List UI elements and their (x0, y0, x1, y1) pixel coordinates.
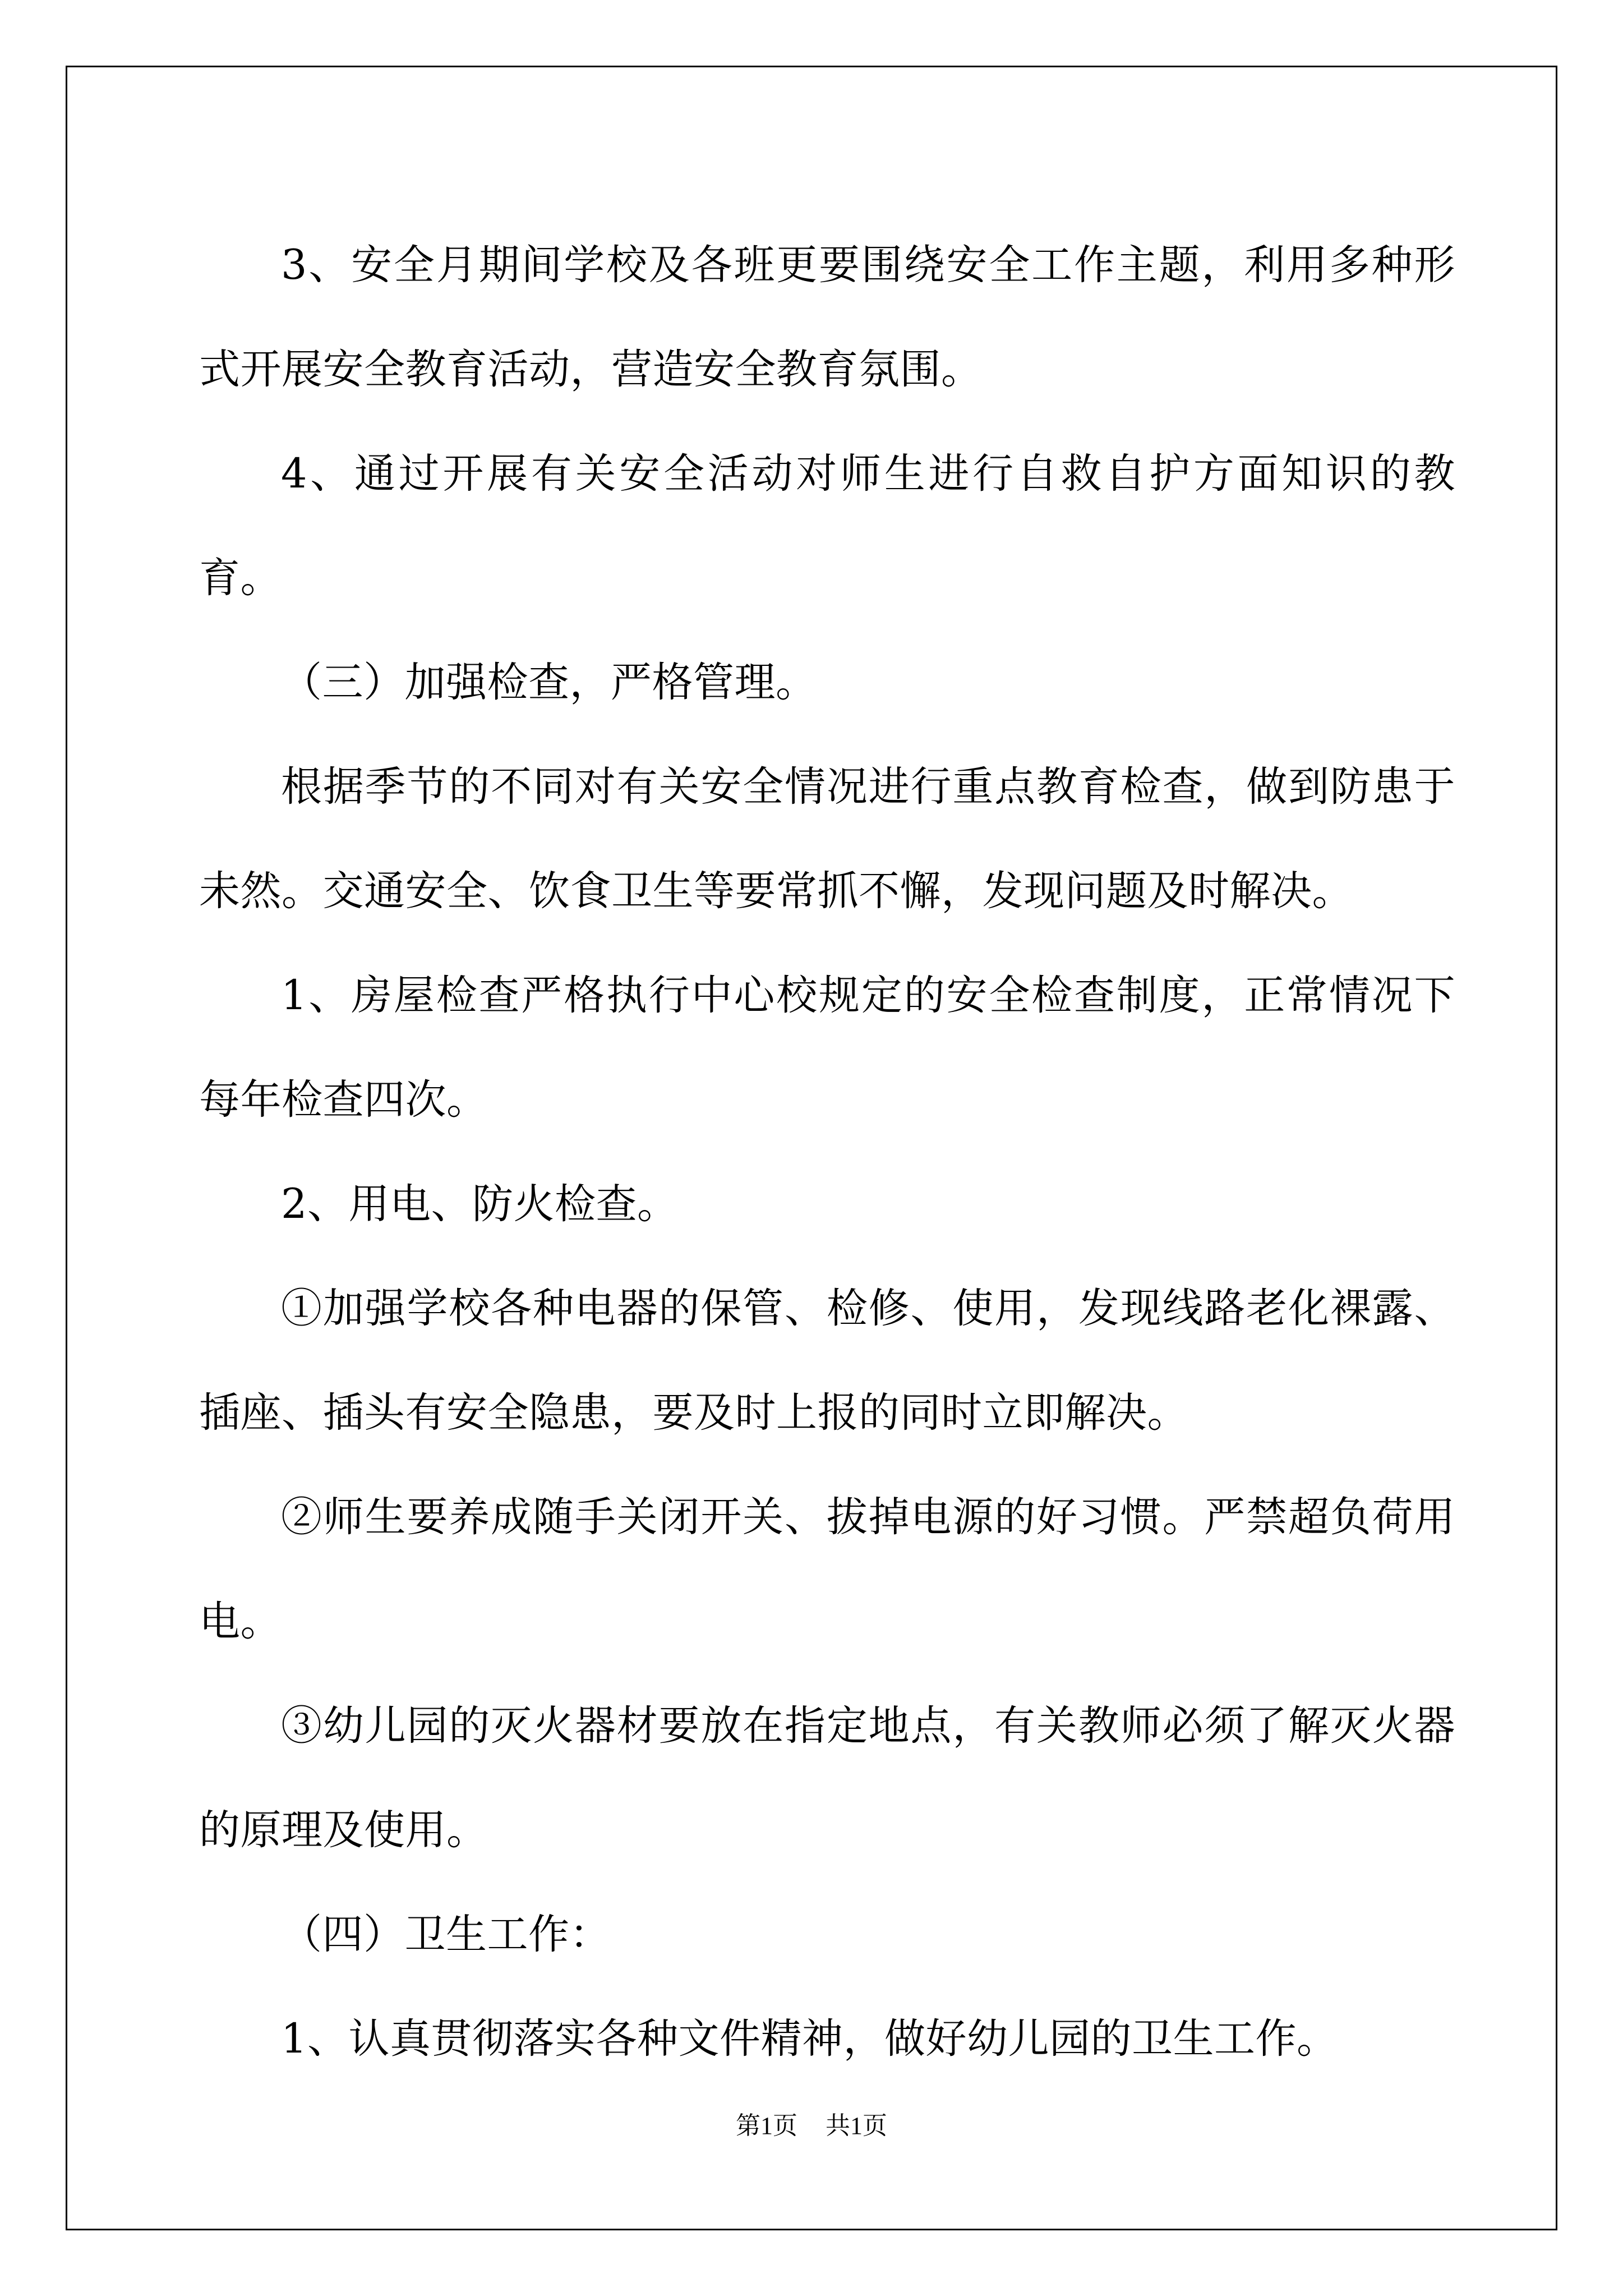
paragraph: 4、通过开展有关安全活动对师生进行自救自护方面知识的教育。 (199, 450, 1455, 602)
paragraph: ①加强学校各种电器的保管、检修、使用，发现线路老化裸露、插座、插头有安全隐患，要及时上报的同时立即解决。 (199, 1285, 1455, 1437)
paragraph: 根据季节的不同对有关安全情况进行重点教育检查，做到防患于未然。交通安全、饮食卫生等要常抓不懈，发现问题及时解决。 (199, 763, 1455, 915)
page-total: 共1页 (826, 2112, 887, 2139)
paragraph: （四）卫生工作： (281, 1911, 611, 1958)
document-body (199, 213, 1455, 2091)
paragraph: 3、安全月期间学校及各班更要围绕安全工作主题，利用多种形式开展安全教育活动，营造安全教育氛围。 (199, 241, 1455, 393)
paragraph: ②师生要养成随手关闭开关、拔掉电源的好习惯。严禁超负荷用电。 (199, 1493, 1455, 1645)
page-footer (0, 2105, 1623, 2141)
page-number: 第1页 (736, 2112, 797, 2139)
paragraph: ③幼儿园的灭火器材要放在指定地点，有关教师必须了解灭火器的原理及使用。 (199, 1702, 1455, 1854)
paragraph: 1、认真贯彻落实各种文件精神，做好幼儿园的卫生工作。 (281, 2015, 1338, 2063)
paragraph: （三）加强检查，严格管理。 (281, 659, 817, 706)
paragraph: 1、房屋检查严格执行中心校规定的安全检查制度，正常情况下每年检查四次。 (199, 972, 1455, 1124)
paragraph: 2、用电、防火检查。 (281, 1180, 679, 1228)
